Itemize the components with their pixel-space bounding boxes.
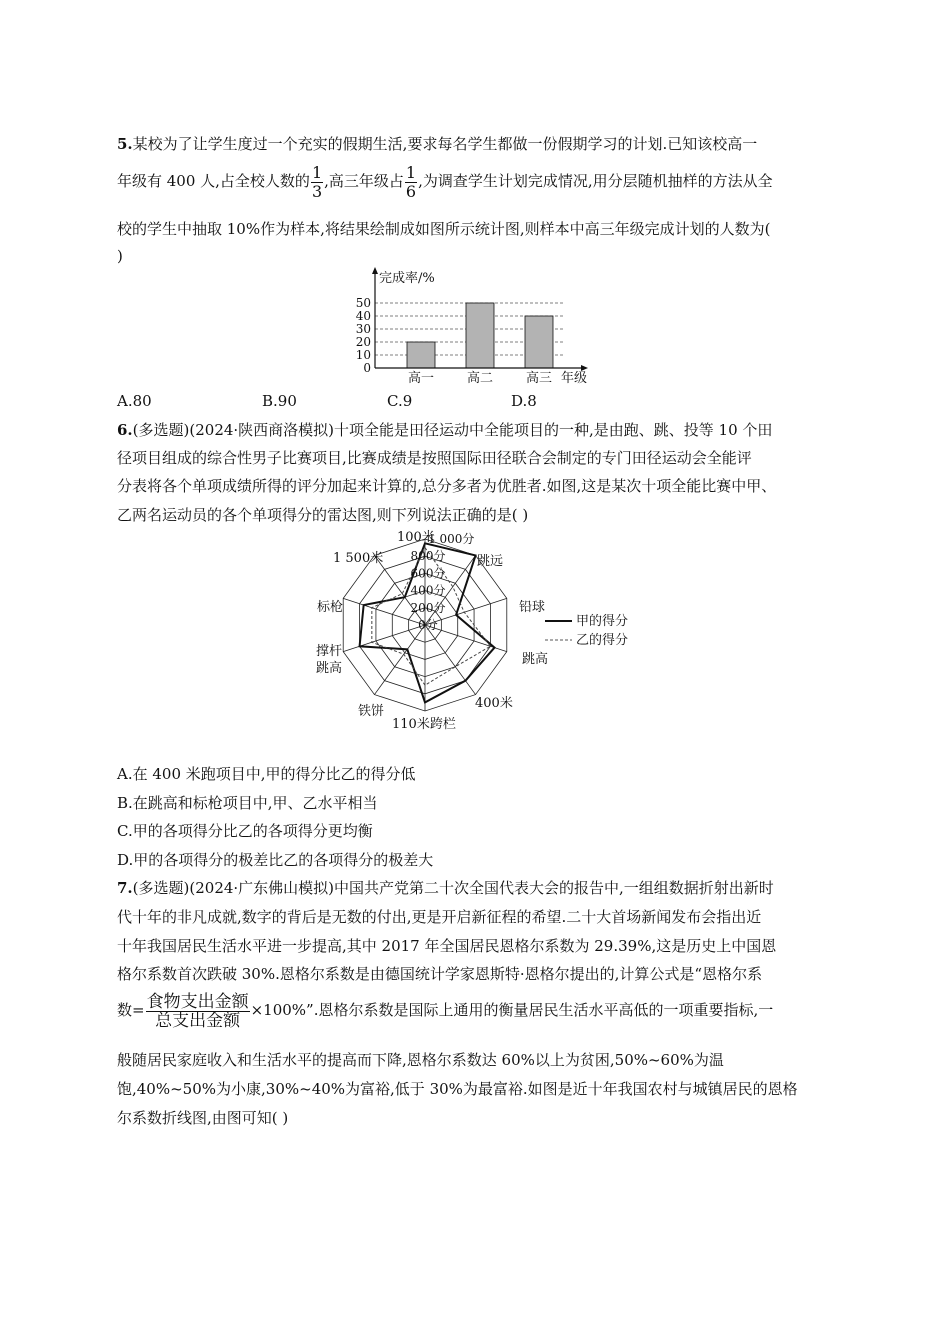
radar-spoke xyxy=(374,625,425,695)
y-axis-arrow-icon xyxy=(372,267,378,274)
q5-option-b[interactable]: B.90 xyxy=(262,392,297,410)
q5-option-a[interactable]: A.80 xyxy=(117,392,152,410)
y-tick-label: 10 xyxy=(355,348,371,362)
engel-formula-fraction: $\frac{\text{食物支出金额}}{\text{总支出金额}}$ xyxy=(146,991,249,1031)
bar-高一 xyxy=(407,342,435,368)
category-label-4: 400米 xyxy=(475,696,513,711)
legend-label-jia: 甲的得分 xyxy=(576,614,629,629)
q7-line3: 十年我国居民生活水平进一步提高,其中 2017 年全国居民恩格尔系数为 29.39%,这是历史上中国恩 xyxy=(117,937,777,955)
q7-line5: 数= $\frac{\text{食物支出金额}}{\text{总支出金额}}$ ×100%”.恩格尔系数是国际上通用的衡量居民生活水平高低的一项重要指标,一 xyxy=(117,991,774,1031)
x-tick-label: 高一 xyxy=(407,371,435,386)
q7-line7: 饱,40%~50%为小康,30%~40%为富裕,低于 30%为最富裕.如图是近十年我国农村与城镇居民的恩格 xyxy=(117,1080,798,1098)
q7-number: 7. xyxy=(117,879,133,897)
category-label-2: 铅球 xyxy=(519,600,546,615)
q7-line1: 7.(多选题)(2024·广东佛山模拟)中国共产党第二十次全国代表大会的报告中,一组组数据折射出新时 xyxy=(117,879,774,897)
x-tick-label: 高三 xyxy=(525,371,553,386)
y-tick-label: 40 xyxy=(355,309,371,323)
x-axis-label: 年级 xyxy=(561,371,588,386)
category-label-9: 1 500米 xyxy=(333,551,384,566)
q6-line2: 径项目组成的综合性男子比赛项目,比赛成绩是按照国际田径联合会制定的专门田径运动会全能评 xyxy=(117,449,752,467)
y-tick-label: 20 xyxy=(355,335,371,349)
q5-option-d[interactable]: D.8 xyxy=(511,392,537,410)
q6-option-d[interactable]: D.甲的各项得分的极差比乙的各项得分的极差大 xyxy=(117,851,434,869)
x-tick-label: 高二 xyxy=(466,371,494,386)
y-tick-label: 0 xyxy=(363,361,371,375)
ring-label: 200分 xyxy=(410,600,446,615)
ring-label: 400分 xyxy=(410,583,446,598)
q6-option-b[interactable]: B.在跳高和标枪项目中,甲、乙水平相当 xyxy=(117,794,378,812)
q5-option-c[interactable]: C.9 xyxy=(387,392,413,410)
fraction-one-sixth: $\frac{1}{6}$ xyxy=(405,162,417,201)
ring-label: 0分 xyxy=(418,618,438,632)
q7-line6: 般随居民家庭收入和生活水平的提高而下降,恩格尔系数达 60%以上为贫困,50%~60%为温 xyxy=(117,1051,724,1069)
category-label-3: 跳高 xyxy=(522,652,549,667)
q6-option-a[interactable]: A.在 400 米跑项目中,甲的得分比乙的得分低 xyxy=(117,765,416,783)
q6-line4: 乙两名运动员的各个单项得分的雷达图,则下列说法正确的是( ) xyxy=(117,506,529,524)
bar-高三 xyxy=(525,316,553,368)
category-label-1: 跳远 xyxy=(477,554,504,569)
y-tick-label: 30 xyxy=(355,322,371,336)
q6-line1: 6.(多选题)(2024·陕西商洛模拟)十项全能是田径运动中全能项目的一种,是由跑、跳、投等 10 个田 xyxy=(117,421,773,439)
q5-line1: 5.某校为了让学生度过一个充实的假期生活,要求每名学生都做一份假期学习的计划.已知该校高一 xyxy=(117,135,758,153)
q6-option-c[interactable]: C.甲的各项得分比乙的各项得分更均衡 xyxy=(117,822,373,840)
y-tick-label: 50 xyxy=(355,296,371,310)
category-label-6: 铁饼 xyxy=(358,704,385,719)
bar-chart xyxy=(345,264,605,388)
ring-label: 600分 xyxy=(410,566,446,581)
ring-label: 1 000分 xyxy=(428,532,475,546)
category-label-5: 110米跨栏 xyxy=(392,717,456,732)
radar-chart xyxy=(300,525,650,735)
category-label-8: 标枪 xyxy=(317,600,344,615)
category-label-7: 撑杆跳高 xyxy=(316,644,343,676)
fraction-one-third: $\frac{1}{3}$ xyxy=(311,162,323,201)
q6-number: 6. xyxy=(117,421,133,439)
q7-line2: 代十年的非凡成就,数字的背后是无数的付出,更是开启新征程的希望.二十大首场新闻发布会指出近 xyxy=(117,908,762,926)
ring-label: 800分 xyxy=(410,549,446,564)
q5-line2: 年级有 400 人,占全校人数的 $\frac{1}{3}$ ,高三年级占 $\frac{1}{6}$ ,为调查学生计划完成情况,用分层随机抽样的方法从全 xyxy=(117,162,773,201)
q5-line4: ) xyxy=(117,247,123,265)
q5-line3: 校的学生中抽取 10%作为样本,将结果绘制成如图所示统计图,则样本中高三年级完成计划的人数为( xyxy=(117,220,771,238)
q7-line8: 尔系数折线图,由图可知( ) xyxy=(117,1109,289,1127)
q7-line4: 格尔系数首次跌破 30%.恩格尔系数是由德国统计学家恩斯特·恩格尔提出的,计算公式是“恩格尔系 xyxy=(117,965,763,983)
legend-label-yi: 乙的得分 xyxy=(576,633,629,648)
q6-line3: 分表将各个单项成绩所得的评分加起来计算的,总分多者为优胜者.如图,这是某次十项全能比赛中甲、 xyxy=(117,477,777,495)
bar-高二 xyxy=(466,303,494,368)
category-label-0: 100米 xyxy=(397,530,435,545)
q5-number: 5. xyxy=(117,135,133,153)
y-axis-label: 完成率/% xyxy=(379,271,435,286)
